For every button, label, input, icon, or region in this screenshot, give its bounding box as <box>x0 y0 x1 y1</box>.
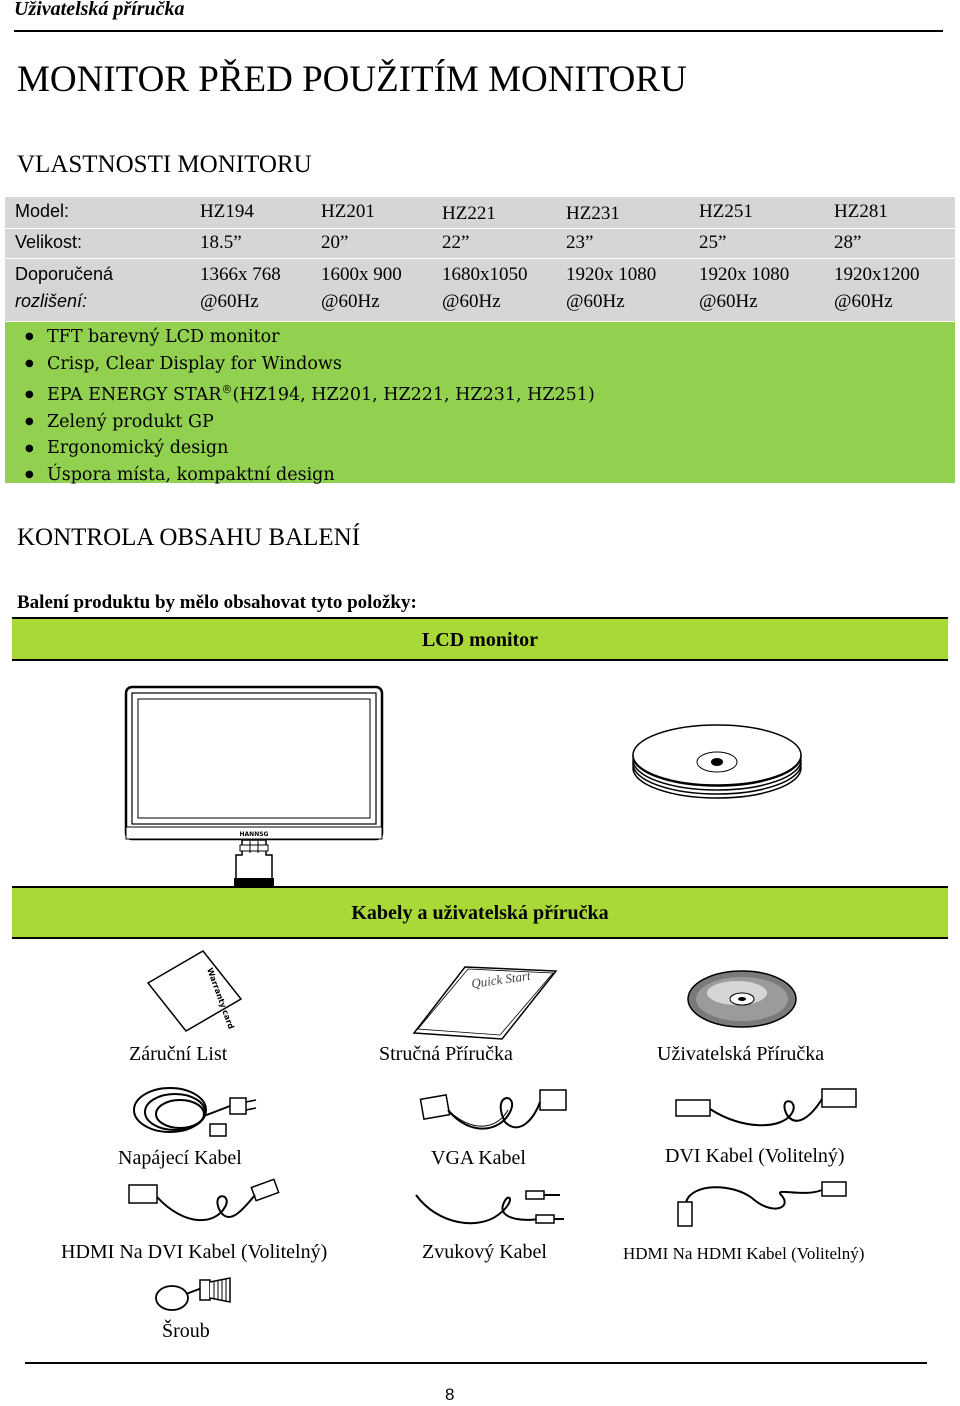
page-number: 8 <box>445 1385 455 1404</box>
caption-dvi-cable: DVI Kabel (Volitelný) <box>665 1145 845 1167</box>
audio-cable-illustration <box>408 1185 568 1235</box>
table-row-size <box>5 229 955 259</box>
resolution-cell: 1920x 1080 <box>566 264 657 285</box>
resolution-cell: @60Hz <box>200 291 259 312</box>
resolution-cell: 1920x1200 <box>834 264 920 285</box>
cables-bar-label: Kabely a uživatelská příručka <box>351 902 609 924</box>
model-cell: HZ251 <box>699 201 753 222</box>
size-cell: 20” <box>321 232 349 253</box>
page-title: MONITOR PŘED POUŽITÍM MONITORU <box>17 59 687 100</box>
monitor-brand-text: HANNSG <box>239 831 269 838</box>
caption-quick-guide: Stručná Příručka <box>379 1043 513 1065</box>
cd-illustration <box>685 965 800 1030</box>
quick-start-text: Quick Start <box>470 967 532 991</box>
caption-warranty: Záruční List <box>129 1043 228 1065</box>
resolution-cell: @60Hz <box>321 291 380 312</box>
vga-cable-illustration <box>410 1082 575 1137</box>
caption-power-cable: Napájecí Kabel <box>118 1147 242 1169</box>
bullet-icon: ● <box>25 389 34 401</box>
size-cell: 18.5” <box>200 232 242 253</box>
features-box <box>5 322 955 486</box>
resolution-cell: 1366x 768 <box>200 264 281 285</box>
warranty-card-illustration <box>145 945 245 1035</box>
lcd-monitor-bar <box>12 619 948 659</box>
table-row-resolution <box>5 259 955 321</box>
model-cell: HZ281 <box>834 201 888 222</box>
table-row-model <box>5 197 955 229</box>
list-item: ● TFT barevný LCD monitor <box>25 324 595 351</box>
hdmi-hdmi-cable-illustration <box>672 1178 852 1233</box>
registered-mark: ® <box>221 383 233 397</box>
package-intro: Balení produktu by mělo obsahovat tyto položky: <box>17 592 417 613</box>
cables-bar <box>12 888 948 937</box>
resolution-cell: 1600x 900 <box>321 264 402 285</box>
list-item: ● Ergonomický design <box>25 435 595 462</box>
feature-list <box>25 324 595 489</box>
list-item: ● Zelený produkt GP <box>25 409 595 436</box>
caption-hdmi-hdmi-cable: HDMI Na HDMI Kabel (Volitelný) <box>623 1244 865 1263</box>
size-cell: 25” <box>699 232 727 253</box>
list-item: ● EPA ENERGY STAR®(HZ194, HZ201, HZ221, HZ231, HZ251) <box>25 377 595 408</box>
monitor-base-illustration <box>628 722 806 804</box>
section-title-package: KONTROLA OBSAHU BALENÍ <box>17 524 361 551</box>
bullet-icon: ● <box>25 469 34 481</box>
caption-user-manual: Uživatelská Příručka <box>657 1043 825 1065</box>
resolution-cell: @60Hz <box>442 291 501 312</box>
resolution-label-line2: rozlišení: <box>15 291 88 311</box>
model-label: Model: <box>15 201 70 221</box>
screw-illustration <box>150 1272 235 1317</box>
model-cell: HZ194 <box>200 201 254 222</box>
size-cell: 28” <box>834 232 862 253</box>
size-cell: 23” <box>566 232 594 253</box>
size-cell: 22” <box>442 232 470 253</box>
caption-screw: Šroub <box>162 1320 210 1342</box>
power-cable-illustration <box>130 1078 260 1143</box>
bullet-icon: ● <box>25 442 34 454</box>
list-item: ● Úspora místa, kompaktní design <box>25 462 595 489</box>
section-title-features: VLASTNOSTI MONITORU <box>17 151 312 178</box>
divider <box>12 937 948 939</box>
hdmi-dvi-cable-illustration <box>125 1177 285 1232</box>
resolution-cell: @60Hz <box>699 291 758 312</box>
divider <box>12 659 948 661</box>
list-item: ● Crisp, Clear Display for Windows <box>25 351 595 378</box>
header-title: Uživatelská příručka <box>14 0 185 20</box>
resolution-cell: @60Hz <box>834 291 893 312</box>
model-cell: HZ231 <box>566 203 620 224</box>
lcd-monitor-bar-label: LCD monitor <box>421 629 539 651</box>
spec-table <box>5 197 955 321</box>
warranty-card-text: Warranty card <box>205 966 236 1031</box>
quick-start-illustration <box>410 963 560 1043</box>
caption-audio-cable: Zvukový Kabel <box>422 1241 547 1263</box>
footer-rule <box>25 1362 927 1364</box>
bullet-icon: ● <box>25 331 34 343</box>
model-cell: HZ221 <box>442 203 496 224</box>
resolution-cell: 1920x 1080 <box>699 264 790 285</box>
dvi-cable-illustration <box>672 1085 862 1135</box>
monitor-illustration <box>120 683 390 888</box>
size-label: Velikost: <box>15 232 83 252</box>
model-cell: HZ201 <box>321 201 375 222</box>
resolution-cell: @60Hz <box>566 291 625 312</box>
bullet-icon: ● <box>25 416 34 428</box>
resolution-cell: 1680x1050 <box>442 264 528 285</box>
bullet-icon: ● <box>25 357 34 369</box>
caption-hdmi-dvi-cable: HDMI Na DVI Kabel (Volitelný) <box>61 1241 328 1263</box>
resolution-label-line1: Doporučená <box>15 264 114 284</box>
header-rule <box>14 30 943 32</box>
caption-vga-cable: VGA Kabel <box>431 1147 526 1169</box>
